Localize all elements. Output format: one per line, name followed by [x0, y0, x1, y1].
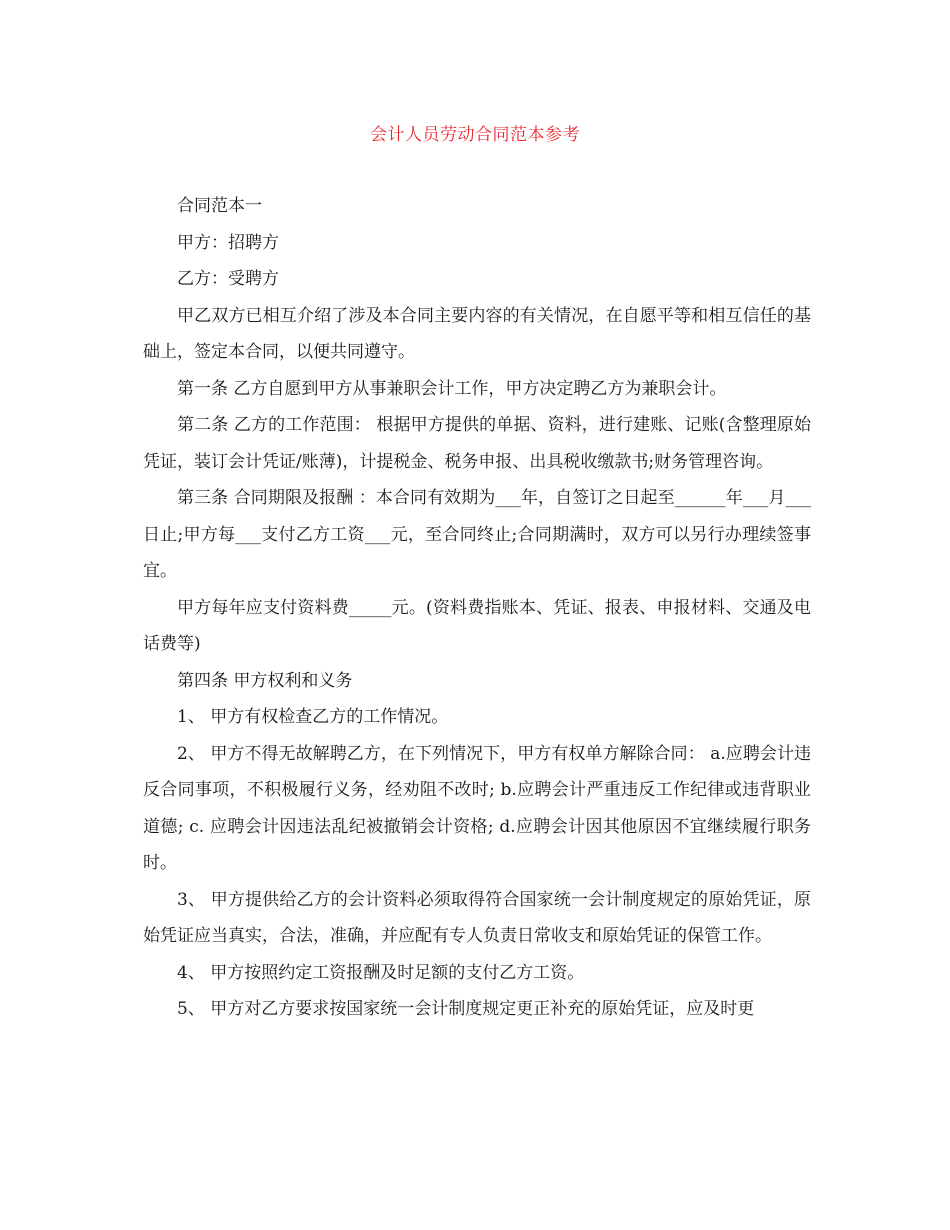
paragraph: 5、 甲方对乙方要求按国家统一会计制度规定更正补充的原始凭证，应及时更	[177, 999, 755, 1019]
paragraph: 3、 甲方提供给乙方的会计资料必须取得符合国家统一会计制度规定的原始凭证，原始凭证应当真实，合法，准确，并应配有专人负责日常收支和原始凭证的保管工作。	[143, 889, 811, 946]
paragraph: 合同范本一	[177, 196, 262, 216]
paragraph: 乙方：受聘方	[177, 269, 279, 289]
paragraph: 第一条 乙方自愿到甲方从事兼职会计工作，甲方决定聘乙方为兼职会计。	[177, 378, 727, 399]
paragraph: 1、 甲方有权检查乙方的工作情况。	[177, 707, 449, 727]
paragraph: 第二条 乙方的工作范围： 根据甲方提供的单据、资料，进行建账、记账(含整理原始凭证，装订会计凭证/账薄)，计提税金、税务申报、出具税收缴款书;财务管理咨询。	[143, 415, 811, 472]
document-title: 会计人员劳动合同范本参考	[370, 125, 580, 145]
paragraph: 第四条 甲方权利和义务	[177, 670, 353, 691]
document-body	[143, 188, 811, 1028]
paragraph: 2、 甲方不得无故解聘乙方，在下列情况下，甲方有权单方解除合同： a.应聘会计违反合同事项，不积极履行义务，经劝阻不改时; b.应聘会计严重违反工作纪律或违背职业道德; c. 应聘会计因违法乱纪被撤销会计资格; d.应聘会计因其他原因不宜继续履行职务时。	[143, 743, 811, 873]
paragraph: 甲方：招聘方	[177, 232, 279, 253]
paragraph: 甲方每年应支付资料费_____元。(资料费指账本、凭证、报表、申报材料、交通及电话费等)	[143, 597, 811, 654]
paragraph: 甲乙双方已相互介绍了涉及本合同主要内容的有关情况，在自愿平等和相互信任的基础上，签定本合同，以便共同遵守。	[143, 305, 811, 362]
paragraph: 第三条 合同期限及报酬 ：本合同有效期为___年，自签订之日起至______年___月___日止;甲方每___支付乙方工资___元，至合同终止;合同期满时，双方可以另行办理续签事宜。	[143, 488, 811, 581]
paragraph: 4、 甲方按照约定工资报酬及时足额的支付乙方工资。	[177, 962, 585, 983]
